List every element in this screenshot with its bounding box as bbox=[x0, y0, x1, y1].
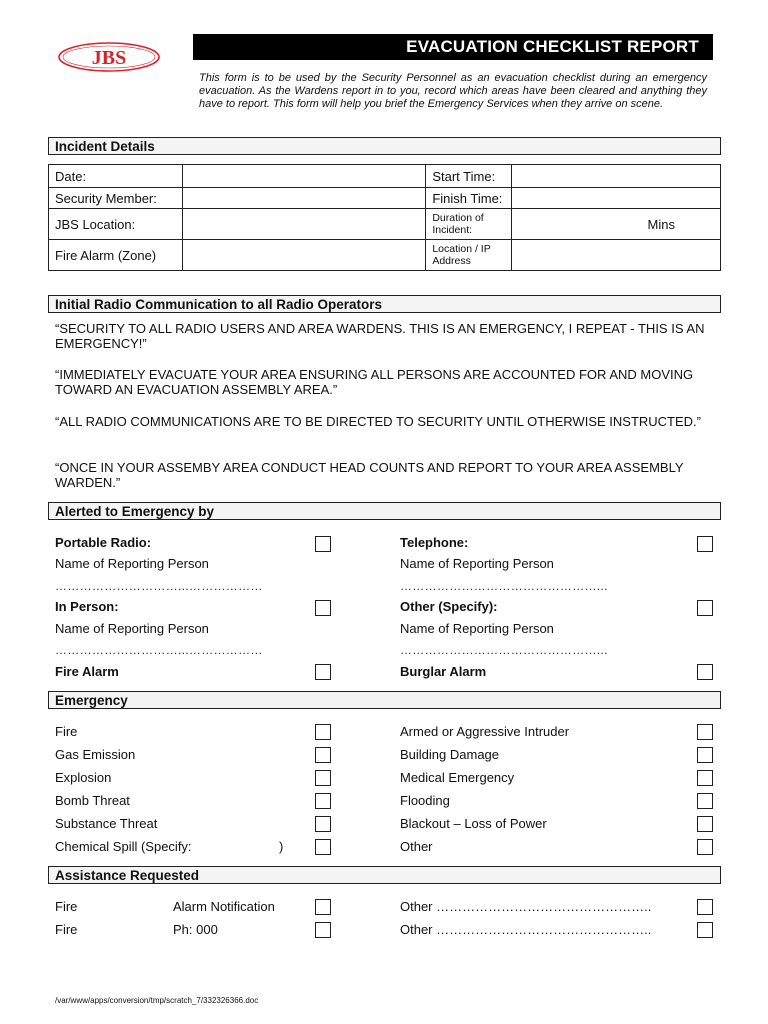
alerted-header: Alerted to Emergency by bbox=[48, 502, 721, 520]
emergency-option-checkbox[interactable] bbox=[315, 724, 331, 740]
finish-time-label: Finish Time: bbox=[426, 188, 512, 209]
emergency-option-checkbox[interactable] bbox=[697, 793, 713, 809]
date-field[interactable] bbox=[182, 165, 426, 188]
fire-alarm-zone-label: Fire Alarm (Zone) bbox=[49, 240, 183, 271]
reporting-person-field[interactable]: …………………………………………... bbox=[400, 643, 608, 657]
fire-alarm-checkbox[interactable] bbox=[315, 664, 331, 680]
emergency-option-label: Flooding bbox=[400, 793, 450, 808]
start-time-field[interactable] bbox=[512, 165, 721, 188]
assistance-service-label: Fire bbox=[55, 922, 78, 937]
reporting-person-field[interactable]: …………………………...……………… bbox=[55, 643, 263, 657]
emergency-option-checkbox[interactable] bbox=[315, 839, 331, 855]
emergency-option-label: Chemical Spill (Specify: bbox=[55, 839, 192, 854]
footer-file-path: /var/www/apps/conversion/tmp/scratch_7/332326366.doc bbox=[55, 996, 259, 1005]
emergency-option-label: Gas Emission bbox=[55, 747, 136, 762]
reporting-person-label: Name of Reporting Person bbox=[55, 556, 209, 571]
emergency-option-label: Substance Threat bbox=[55, 816, 158, 831]
emergency-option-checkbox[interactable] bbox=[315, 747, 331, 763]
emergency-option-label: Bomb Threat bbox=[55, 793, 130, 808]
assistance-other-checkbox[interactable] bbox=[697, 922, 713, 938]
jbs-location-field[interactable] bbox=[182, 209, 426, 240]
jbs-location-label: JBS Location: bbox=[49, 209, 183, 240]
emergency-option-checkbox[interactable] bbox=[697, 724, 713, 740]
reporting-person-field[interactable]: …………………………………………... bbox=[400, 579, 608, 593]
radio-message: “IMMEDIATELY EVACUATE YOUR AREA ENSURING ALL PERSONS ARE ACCOUNTED FOR AND MOVING TOWARD AN EVACUATION ASSEMBLY AREA.” bbox=[55, 367, 694, 397]
finish-time-field[interactable] bbox=[512, 188, 721, 209]
radio-message: “SECURITY TO ALL RADIO USERS AND AREA WARDENS. THIS IS AN EMERGENCY, I REPEAT - THIS IS AN EMERGENCY!” bbox=[55, 321, 705, 351]
fire-alarm-zone-field[interactable] bbox=[182, 240, 426, 271]
duration-field[interactable] bbox=[512, 209, 721, 240]
jbs-logo bbox=[55, 36, 163, 78]
assistance-checkbox[interactable] bbox=[315, 899, 331, 915]
radio-message: “ALL RADIO COMMUNICATIONS ARE TO BE DIRECTED TO SECURITY UNTIL OTHERWISE INSTRUCTED.” bbox=[55, 414, 701, 429]
assistance-detail-label: Alarm Notification bbox=[173, 899, 275, 914]
reporting-person-field[interactable]: …………………………...……………… bbox=[55, 579, 263, 593]
page-title: EVACUATION CHECKLIST REPORT bbox=[193, 34, 713, 60]
telephone-label: Telephone: bbox=[400, 535, 469, 550]
assistance-detail-label: Ph: 000 bbox=[173, 922, 218, 937]
portable-radio-label: Portable Radio: bbox=[55, 535, 152, 550]
reporting-person-label: Name of Reporting Person bbox=[400, 556, 554, 571]
location-ip-label: Location / IP Address bbox=[426, 240, 512, 271]
emergency-option-checkbox[interactable] bbox=[697, 747, 713, 763]
telephone-checkbox[interactable] bbox=[697, 536, 713, 552]
duration-label: Duration of Incident: bbox=[426, 209, 512, 240]
emergency-option-checkbox[interactable] bbox=[697, 770, 713, 786]
intro-text: This form is to be used by the Security Personnel as an evacuation checklist during an emergency evacuation. As the Wardens report in to you, record which areas have been cleared and anything they have to report. This form will help you brief the Emergency Services when they arrive on scene. bbox=[199, 72, 707, 110]
in-person-label: In Person: bbox=[55, 599, 119, 614]
burglar-alarm-checkbox[interactable] bbox=[697, 664, 713, 680]
assistance-other-field[interactable]: Other ………………………………………….. bbox=[400, 922, 652, 937]
portable-radio-checkbox[interactable] bbox=[315, 536, 331, 552]
assistance-service-label: Fire bbox=[55, 899, 78, 914]
mins-label: Mins bbox=[647, 216, 675, 232]
incident-details-header: Incident Details bbox=[48, 137, 721, 155]
security-member-label: Security Member: bbox=[49, 188, 183, 209]
radio-communication-header: Initial Radio Communication to all Radio Operators bbox=[48, 295, 721, 313]
chemical-spill-close: ) bbox=[279, 839, 284, 854]
emergency-option-label: Explosion bbox=[55, 770, 112, 785]
logo-text: JBS bbox=[91, 47, 127, 69]
emergency-option-checkbox[interactable] bbox=[315, 770, 331, 786]
emergency-option-label: Medical Emergency bbox=[400, 770, 515, 785]
emergency-option-label: Fire bbox=[55, 724, 78, 739]
emergency-option-label: Blackout – Loss of Power bbox=[400, 816, 547, 831]
assistance-other-checkbox[interactable] bbox=[697, 899, 713, 915]
incident-details-table bbox=[48, 164, 721, 271]
other-specify-checkbox[interactable] bbox=[697, 600, 713, 616]
start-time-label: Start Time: bbox=[426, 165, 512, 188]
other-specify-label: Other (Specify): bbox=[400, 599, 498, 614]
fire-alarm-label: Fire Alarm bbox=[55, 664, 119, 679]
date-label: Date: bbox=[49, 165, 183, 188]
security-member-field[interactable] bbox=[182, 188, 426, 209]
assistance-header: Assistance Requested bbox=[48, 866, 721, 884]
emergency-header: Emergency bbox=[48, 691, 721, 709]
emergency-option-checkbox[interactable] bbox=[315, 793, 331, 809]
assistance-other-field[interactable]: Other ………………………………………….. bbox=[400, 899, 652, 914]
in-person-checkbox[interactable] bbox=[315, 600, 331, 616]
emergency-option-checkbox[interactable] bbox=[315, 816, 331, 832]
emergency-option-label: Other bbox=[400, 839, 433, 854]
emergency-option-checkbox[interactable] bbox=[697, 816, 713, 832]
reporting-person-label: Name of Reporting Person bbox=[55, 621, 209, 636]
location-ip-field[interactable] bbox=[512, 240, 721, 271]
radio-message: “ONCE IN YOUR ASSEMBY AREA CONDUCT HEAD COUNTS AND REPORT TO YOUR AREA ASSEMBLY WARDEN.” bbox=[55, 460, 684, 490]
emergency-option-label: Armed or Aggressive Intruder bbox=[400, 724, 570, 739]
reporting-person-label: Name of Reporting Person bbox=[400, 621, 554, 636]
burglar-alarm-label: Burglar Alarm bbox=[400, 664, 487, 679]
emergency-option-label: Building Damage bbox=[400, 747, 500, 762]
assistance-checkbox[interactable] bbox=[315, 922, 331, 938]
emergency-option-checkbox[interactable] bbox=[697, 839, 713, 855]
